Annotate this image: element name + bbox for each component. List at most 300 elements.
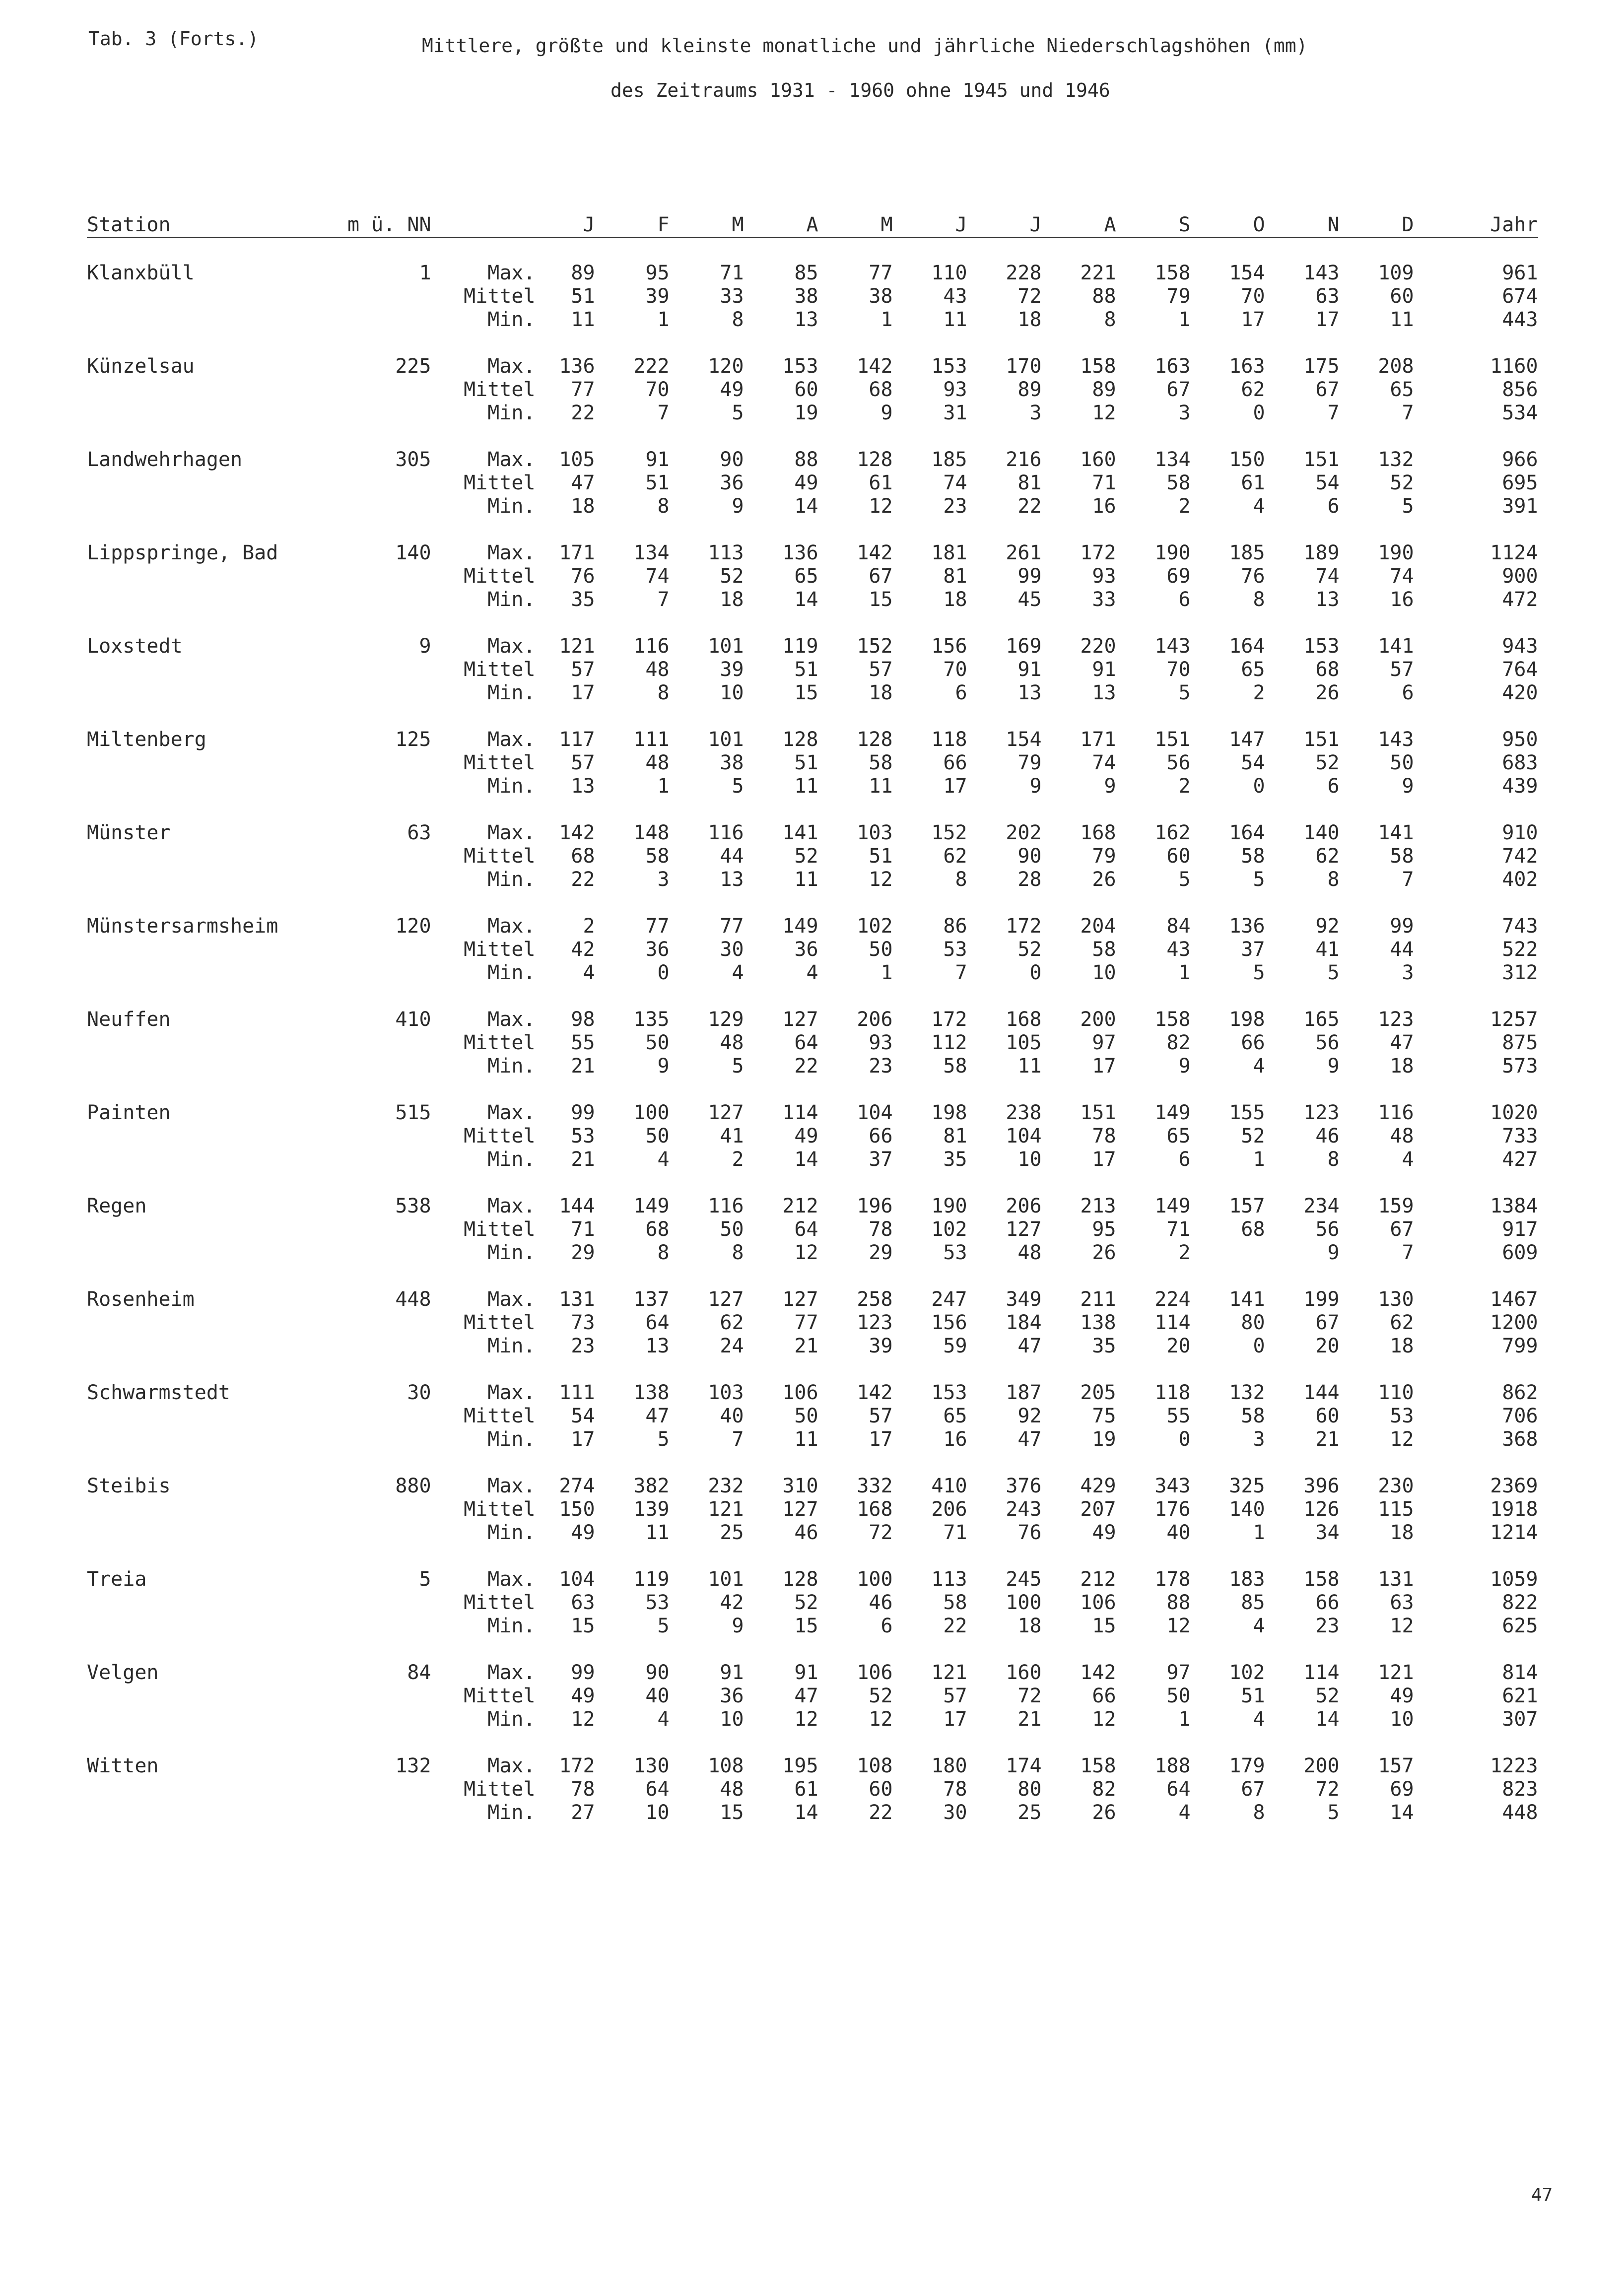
month-value: 116 — [633, 635, 670, 658]
month-value: 117 — [559, 728, 595, 751]
value-kind: Max. — [487, 1195, 536, 1217]
month-value: 8 — [1104, 308, 1116, 331]
month-value: 11 — [943, 308, 967, 331]
month-value: 60 — [869, 1778, 893, 1801]
month-value: 93 — [1092, 565, 1116, 588]
month-value: 97 — [1092, 1031, 1116, 1054]
month-value: 17 — [1092, 1055, 1116, 1078]
month-value: 410 — [931, 1475, 967, 1497]
station-height: 1 — [419, 262, 431, 284]
month-value: 54 — [1241, 751, 1265, 774]
month-value: 79 — [1092, 845, 1116, 868]
month-value: 114 — [1303, 1661, 1340, 1684]
month-value: 93 — [869, 1031, 893, 1054]
month-value: 130 — [633, 1754, 670, 1777]
month-value: 35 — [571, 588, 595, 611]
annual-value: 472 — [1502, 588, 1538, 611]
month-value: 190 — [931, 1195, 967, 1217]
month-value: 15 — [869, 588, 893, 611]
station-height — [347, 285, 431, 308]
annual-value: 966 — [1502, 448, 1538, 471]
value-kind: Min. — [487, 775, 536, 798]
month-value: 29 — [571, 1241, 595, 1264]
month-value: 49 — [794, 1125, 818, 1147]
value-kind: Max. — [487, 1101, 536, 1124]
month-value: 9 — [880, 402, 893, 424]
month-value: 13 — [645, 1335, 670, 1357]
month-value: 6 — [1402, 681, 1414, 704]
table-row — [87, 541, 1538, 565]
month-value: 51 — [794, 658, 818, 681]
month-value: 71 — [571, 1218, 595, 1241]
month-value: 134 — [633, 541, 670, 564]
month-value: 57 — [869, 658, 893, 681]
column-header: A — [1042, 213, 1116, 238]
month-value: 12 — [794, 1241, 818, 1264]
station-height: 410 — [395, 1008, 431, 1031]
annual-value: 674 — [1502, 285, 1538, 308]
month-value: 171 — [1080, 728, 1116, 751]
month-value: 81 — [1017, 472, 1042, 494]
month-value: 66 — [1092, 1685, 1116, 1707]
month-value: 59 — [943, 1335, 967, 1357]
month-value: 152 — [931, 821, 967, 844]
station-name — [87, 1591, 347, 1615]
month-value: 208 — [1378, 355, 1414, 378]
month-value: 12 — [1166, 1615, 1191, 1637]
annual-value: 625 — [1502, 1615, 1538, 1637]
table-row — [87, 402, 1538, 425]
table-row — [87, 728, 1538, 751]
value-kind: Max. — [487, 1381, 536, 1404]
annual-value: 862 — [1502, 1381, 1538, 1404]
month-value: 160 — [1080, 448, 1116, 471]
annual-value: 312 — [1502, 961, 1538, 984]
column-header — [431, 213, 536, 238]
month-value: 104 — [857, 1101, 893, 1124]
table-row — [87, 635, 1538, 658]
month-value: 9 — [1402, 775, 1414, 798]
month-value: 13 — [1017, 681, 1042, 704]
station-height — [347, 1428, 431, 1451]
table-row — [87, 262, 1538, 285]
month-value: 154 — [1229, 262, 1265, 284]
station-name: Künzelsau — [87, 355, 195, 378]
month-value: 151 — [1303, 728, 1340, 751]
station-name — [87, 285, 347, 308]
month-value: 22 — [571, 402, 595, 424]
month-value: 123 — [1303, 1101, 1340, 1124]
value-kind: Max. — [487, 635, 536, 658]
month-value: 138 — [1080, 1311, 1116, 1334]
station-name — [87, 751, 347, 775]
month-value: 79 — [1166, 285, 1191, 308]
month-value: 49 — [720, 378, 744, 401]
month-value: 50 — [645, 1031, 670, 1054]
month-value: 70 — [1166, 658, 1191, 681]
table-row — [87, 1031, 1538, 1055]
month-value: 4 — [1253, 1615, 1265, 1637]
month-value: 60 — [794, 378, 818, 401]
table-row — [87, 1218, 1538, 1241]
month-value: 151 — [1154, 728, 1191, 751]
month-value: 46 — [869, 1591, 893, 1614]
month-value: 158 — [1303, 1568, 1340, 1591]
station-height: 132 — [395, 1754, 431, 1777]
station-name: Velgen — [87, 1661, 159, 1684]
table-header-row — [87, 213, 1538, 238]
month-value: 1 — [1253, 1148, 1265, 1171]
table-row — [87, 308, 1538, 332]
month-value: 64 — [794, 1218, 818, 1241]
month-value: 77 — [571, 378, 595, 401]
annual-value: 1020 — [1490, 1101, 1538, 1124]
month-value: 1 — [1178, 961, 1191, 984]
annual-value: 683 — [1502, 751, 1538, 774]
annual-value: 1059 — [1490, 1568, 1538, 1591]
table-row — [87, 1615, 1538, 1638]
month-value: 104 — [559, 1568, 595, 1591]
month-value: 100 — [857, 1568, 893, 1591]
station-name — [87, 681, 347, 705]
month-value: 42 — [720, 1591, 744, 1614]
annual-value: 621 — [1502, 1685, 1538, 1707]
month-value: 143 — [1154, 635, 1191, 658]
month-value: 64 — [645, 1311, 670, 1334]
month-value: 57 — [943, 1685, 967, 1707]
month-value: 20 — [1166, 1335, 1191, 1357]
station-name — [87, 1615, 347, 1638]
month-value: 48 — [720, 1031, 744, 1054]
station-name: Painten — [87, 1101, 171, 1124]
value-kind: Mittel — [464, 378, 536, 401]
month-value: 106 — [1080, 1591, 1116, 1614]
month-value: 18 — [1017, 1615, 1042, 1637]
month-value: 38 — [720, 751, 744, 774]
station-height — [347, 495, 431, 518]
station-height — [347, 1241, 431, 1265]
month-value: 5 — [1402, 495, 1414, 518]
month-value: 72 — [869, 1521, 893, 1544]
column-header: A — [744, 213, 818, 238]
month-value: 23 — [869, 1055, 893, 1078]
month-value: 187 — [1006, 1381, 1042, 1404]
month-value: 168 — [857, 1498, 893, 1521]
month-value: 2 — [1178, 1241, 1191, 1264]
station-height: 125 — [395, 728, 431, 751]
station-height — [347, 751, 431, 775]
month-value: 8 — [1327, 868, 1340, 891]
month-value: 243 — [1006, 1498, 1042, 1521]
month-value: 16 — [1092, 495, 1116, 518]
month-value: 46 — [1315, 1125, 1340, 1147]
value-kind: Mittel — [464, 1778, 536, 1801]
month-value: 168 — [1006, 1008, 1042, 1031]
month-value: 247 — [931, 1288, 967, 1311]
value-kind: Max. — [487, 355, 536, 378]
month-value: 17 — [1092, 1148, 1116, 1171]
table-row — [87, 1498, 1538, 1521]
station-name — [87, 938, 347, 961]
month-value: 78 — [1092, 1125, 1116, 1147]
month-value: 7 — [657, 402, 670, 424]
month-value: 121 — [1378, 1661, 1414, 1684]
month-value: 123 — [857, 1311, 893, 1334]
station-name — [87, 961, 347, 985]
month-value: 140 — [1303, 821, 1340, 844]
table-row — [87, 1754, 1538, 1778]
month-value: 68 — [645, 1218, 670, 1241]
month-value: 332 — [857, 1475, 893, 1497]
station-height — [347, 308, 431, 332]
month-value: 310 — [782, 1475, 818, 1497]
station-name: Loxstedt — [87, 635, 183, 658]
station-name: Münstersarmsheim — [87, 915, 278, 938]
month-value: 149 — [633, 1195, 670, 1217]
month-value: 181 — [931, 541, 967, 564]
month-value: 88 — [794, 448, 818, 471]
month-value: 26 — [1092, 868, 1116, 891]
month-value: 156 — [931, 1311, 967, 1334]
month-value: 58 — [869, 751, 893, 774]
value-kind: Min. — [487, 1428, 536, 1451]
month-value: 163 — [1229, 355, 1265, 378]
station-height: 880 — [395, 1475, 431, 1497]
month-value: 376 — [1006, 1475, 1042, 1497]
month-value: 274 — [559, 1475, 595, 1497]
month-value: 163 — [1154, 355, 1191, 378]
value-kind: Min. — [487, 961, 536, 984]
month-value: 78 — [943, 1778, 967, 1801]
month-value: 22 — [1017, 495, 1042, 518]
month-value: 10 — [645, 1801, 670, 1824]
month-value: 103 — [857, 821, 893, 844]
month-value: 216 — [1006, 448, 1042, 471]
table-row — [87, 1778, 1538, 1801]
month-value: 9 — [1104, 775, 1116, 798]
month-value: 112 — [931, 1031, 967, 1054]
month-value: 12 — [869, 1708, 893, 1731]
annual-value: 799 — [1502, 1335, 1538, 1357]
month-value: 62 — [720, 1311, 744, 1334]
month-value: 3 — [657, 868, 670, 891]
month-value: 4 — [806, 961, 818, 984]
month-value: 5 — [657, 1615, 670, 1637]
month-value: 24 — [720, 1335, 744, 1357]
month-value: 10 — [720, 1708, 744, 1731]
value-kind: Min. — [487, 1521, 536, 1544]
month-value: 74 — [943, 472, 967, 494]
table-row — [87, 1568, 1538, 1591]
month-value: 80 — [1017, 1778, 1042, 1801]
table-row — [87, 1148, 1538, 1171]
station-height: 63 — [407, 821, 431, 844]
month-value: 42 — [571, 938, 595, 961]
month-value: 128 — [782, 728, 818, 751]
month-value: 138 — [633, 1381, 670, 1404]
month-value: 232 — [708, 1475, 744, 1497]
precipitation-table — [87, 213, 1538, 1824]
table-title: Mittlere, größte und kleinste monatliche und jährliche Niederschlagshöhen (mm) — [422, 35, 1308, 57]
month-value: 212 — [1080, 1568, 1116, 1591]
month-value: 127 — [782, 1288, 818, 1311]
month-value: 31 — [943, 402, 967, 424]
table-row — [87, 1311, 1538, 1335]
month-value: 135 — [633, 1008, 670, 1031]
month-value: 53 — [1390, 1405, 1414, 1427]
table-row — [87, 1521, 1538, 1545]
station-name — [87, 378, 347, 402]
month-value: 5 — [732, 402, 744, 424]
month-value: 129 — [708, 1008, 744, 1031]
month-value: 90 — [645, 1661, 670, 1684]
month-value: 202 — [1006, 821, 1042, 844]
month-value: 66 — [1315, 1591, 1340, 1614]
month-value: 39 — [645, 285, 670, 308]
month-value: 12 — [571, 1708, 595, 1731]
month-value: 38 — [869, 285, 893, 308]
month-value: 108 — [857, 1754, 893, 1777]
month-value: 67 — [1315, 378, 1340, 401]
month-value: 82 — [1092, 1778, 1116, 1801]
month-value: 22 — [794, 1055, 818, 1078]
month-value: 103 — [708, 1381, 744, 1404]
month-value: 76 — [1241, 565, 1265, 588]
month-value: 325 — [1229, 1475, 1265, 1497]
month-value: 75 — [1092, 1405, 1116, 1427]
table-row — [87, 1335, 1538, 1358]
month-value: 17 — [571, 1428, 595, 1451]
month-value: 127 — [782, 1498, 818, 1521]
month-value: 134 — [1154, 448, 1191, 471]
month-value: 115 — [1378, 1498, 1414, 1521]
column-header: m ü. NN — [347, 213, 431, 238]
month-value: 17 — [943, 775, 967, 798]
station-name: Schwarmstedt — [87, 1381, 230, 1404]
table-row — [87, 1708, 1538, 1731]
station-name: Lippspringe, Bad — [87, 541, 278, 564]
month-value: 14 — [794, 588, 818, 611]
station-name — [87, 472, 347, 495]
station-height: 225 — [395, 355, 431, 378]
month-value: 61 — [869, 472, 893, 494]
month-value: 68 — [869, 378, 893, 401]
table-row — [87, 1055, 1538, 1078]
month-value: 5 — [1178, 681, 1191, 704]
month-value: 58 — [645, 845, 670, 868]
month-value: 92 — [1017, 1405, 1042, 1427]
station-name — [87, 1428, 347, 1451]
month-value: 396 — [1303, 1475, 1340, 1497]
month-value: 121 — [559, 635, 595, 658]
month-value: 0 — [1253, 1335, 1265, 1357]
month-value: 3 — [1029, 402, 1042, 424]
month-value: 213 — [1080, 1195, 1116, 1217]
station-name — [87, 565, 347, 588]
month-value: 160 — [1006, 1661, 1042, 1684]
month-value: 106 — [782, 1381, 818, 1404]
month-value: 65 — [1390, 378, 1414, 401]
table-row — [87, 285, 1538, 308]
month-value: 150 — [1229, 448, 1265, 471]
value-kind: Mittel — [464, 1218, 536, 1241]
month-value: 52 — [720, 565, 744, 588]
month-value: 5 — [732, 775, 744, 798]
month-value: 99 — [1017, 565, 1042, 588]
month-value: 20 — [1315, 1335, 1340, 1357]
month-value: 25 — [1017, 1801, 1042, 1824]
value-kind: Min. — [487, 1148, 536, 1171]
station-height: 305 — [395, 448, 431, 471]
value-kind: Max. — [487, 821, 536, 844]
month-value: 65 — [1241, 658, 1265, 681]
month-value: 1 — [880, 961, 893, 984]
month-value: 4 — [657, 1708, 670, 1731]
month-value: 53 — [943, 1241, 967, 1264]
annual-value: 822 — [1502, 1591, 1538, 1614]
station-height: 5 — [419, 1568, 431, 1591]
month-value: 144 — [1303, 1381, 1340, 1404]
annual-value: 742 — [1502, 845, 1538, 868]
table-row — [87, 681, 1538, 705]
month-value: 12 — [1092, 1708, 1116, 1731]
month-value: 14 — [1315, 1708, 1340, 1731]
month-value: 12 — [1092, 402, 1116, 424]
month-value: 23 — [943, 495, 967, 518]
month-value: 169 — [1006, 635, 1042, 658]
station-name: Rosenheim — [87, 1288, 195, 1311]
month-value: 222 — [633, 355, 670, 378]
month-value: 123 — [1378, 1008, 1414, 1031]
month-value: 10 — [1017, 1148, 1042, 1171]
month-value: 52 — [1315, 1685, 1340, 1707]
month-value: 127 — [1006, 1218, 1042, 1241]
station-height — [347, 961, 431, 985]
month-value: 44 — [1390, 938, 1414, 961]
month-value: 53 — [943, 938, 967, 961]
month-value: 183 — [1229, 1568, 1265, 1591]
station-name: Neuffen — [87, 1008, 171, 1031]
table-row — [87, 1428, 1538, 1451]
station-height: 84 — [407, 1661, 431, 1684]
month-value: 165 — [1303, 1008, 1340, 1031]
month-value: 2 — [732, 1148, 744, 1171]
month-value: 171 — [559, 541, 595, 564]
station-name — [87, 775, 347, 798]
month-value: 51 — [1241, 1685, 1265, 1707]
station-height — [347, 1615, 431, 1638]
month-value: 51 — [645, 472, 670, 494]
month-value: 7 — [657, 588, 670, 611]
month-value: 21 — [1315, 1428, 1340, 1451]
month-value: 74 — [1092, 751, 1116, 774]
annual-value: 522 — [1502, 938, 1538, 961]
month-value: 49 — [571, 1685, 595, 1707]
annual-value: 943 — [1502, 635, 1538, 658]
month-value: 58 — [1166, 472, 1191, 494]
month-value: 175 — [1303, 355, 1340, 378]
month-value: 9 — [732, 1615, 744, 1637]
value-kind: Min. — [487, 681, 536, 704]
month-value: 15 — [720, 1801, 744, 1824]
month-value: 27 — [571, 1801, 595, 1824]
value-kind: Mittel — [464, 1591, 536, 1614]
month-value: 40 — [1166, 1521, 1191, 1544]
month-value: 230 — [1378, 1475, 1414, 1497]
station-height — [347, 1778, 431, 1801]
month-value: 50 — [1166, 1685, 1191, 1707]
month-value: 48 — [1390, 1125, 1414, 1147]
